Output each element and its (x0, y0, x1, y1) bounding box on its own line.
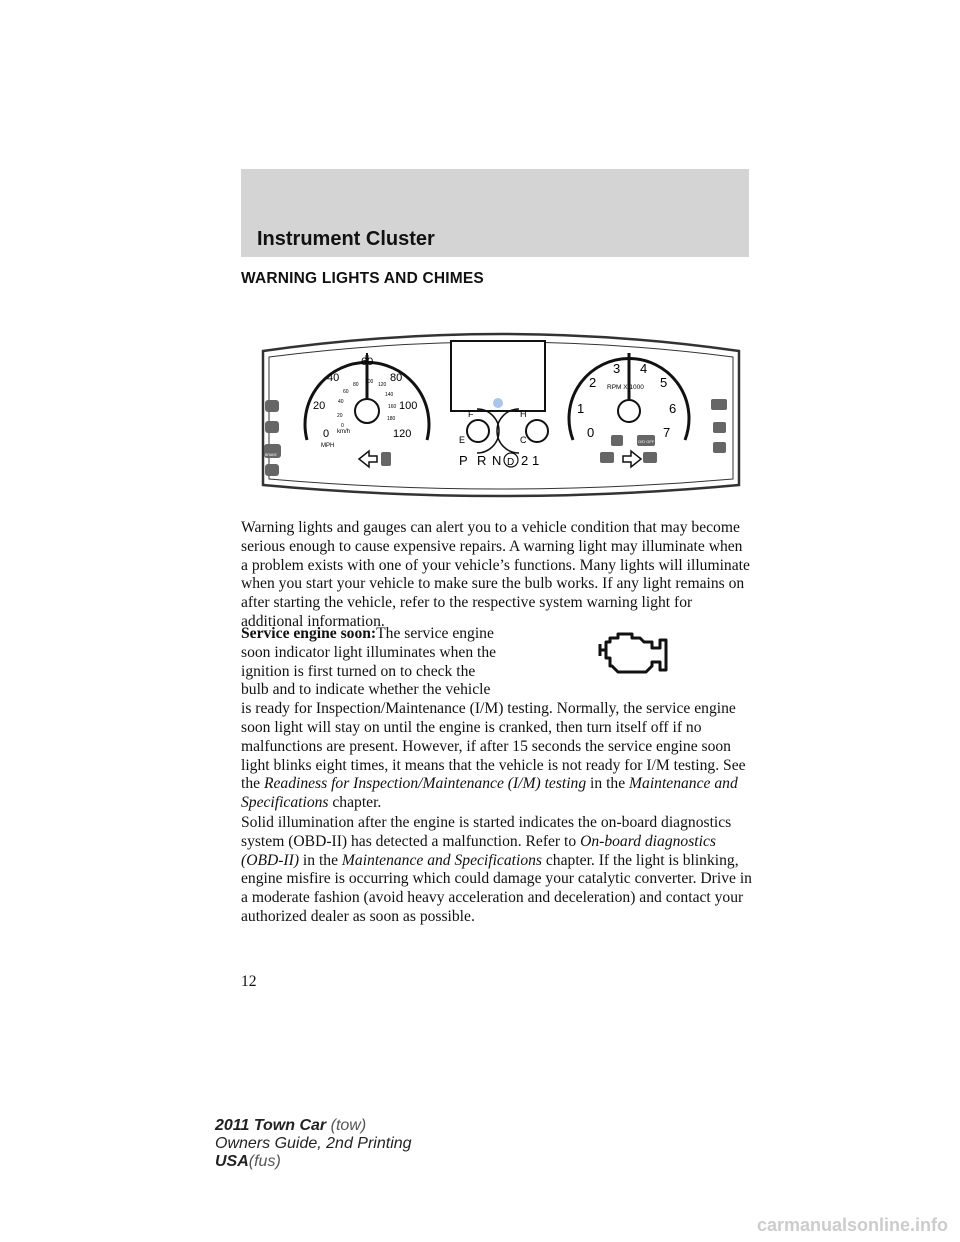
footer-region: USA (215, 1153, 249, 1170)
temp-hot-label: H (520, 409, 527, 419)
airbag-icon (265, 400, 279, 412)
maintenance-chapter-reference-2: Maintenance and Specifications (341, 851, 542, 869)
solid-illumination-paragraph (241, 814, 753, 927)
temp-cold-label: C (520, 435, 527, 445)
right-warning-icons (711, 399, 727, 453)
tach-2: 2 (589, 375, 597, 390)
page-number: 12 (241, 973, 257, 990)
tach-3: 3 (613, 361, 621, 376)
service-engine-text-b: in the (586, 775, 630, 793)
seatbelt-icon (265, 421, 279, 433)
intro-paragraph (241, 519, 753, 632)
speedo-kmh-180: 180 (387, 416, 396, 422)
service-engine-paragraph (241, 625, 753, 813)
speedo-mph-40: 40 (327, 372, 340, 384)
chapter-title: Instrument Cluster (257, 228, 435, 250)
service-engine-term: Service engine soon: (241, 625, 377, 642)
fuel-full-label: F (468, 409, 474, 419)
speedo-kmh-0: 0 (341, 423, 344, 429)
speedo-mph-100: 100 (399, 400, 418, 412)
watermark: carmanualsonline.info (756, 1215, 948, 1235)
footer-model-code: (tow) (330, 1117, 367, 1134)
footer-model: 2011 Town Car (215, 1117, 327, 1134)
fuel-empty-label: E (459, 435, 466, 445)
service-engine-text-a: The service engine soon indicator light illuminates when the ignition is first turned on to check the bulb and to indicate whether the vehicle is ready for Inspection/Maintenance (I/M) testing. Normally, the service engine soon light will stay on until the engine is cranked, then turn itself off if no malfunctions are present. However, if after 15 seconds the service engine soon light blinks eight times, it means that the vehicle is not ready for I/M testing. See the (241, 625, 746, 793)
gear-n: N (492, 453, 502, 468)
solid-illumination-text-a: Solid illumination after the engine is started indicates the on-board diagnostics system (OBD-II) has detected a malfunction. Refer to (241, 814, 732, 850)
tach-6: 6 (669, 401, 677, 416)
tire-pressure-icon (643, 452, 657, 463)
document-footer (215, 1117, 412, 1171)
gear-p: P (459, 453, 468, 468)
im-testing-reference: Readiness for Inspection/Maintenance (I/M) testing (263, 775, 587, 793)
gear-d: D (507, 457, 515, 468)
speedo-kmh-160: 160 (388, 404, 397, 410)
speedo-kmh-40: 40 (338, 399, 344, 405)
footer-region-code: (fus) (248, 1153, 281, 1170)
gear-r: R (477, 453, 487, 468)
speedo-kmh-20: 20 (337, 413, 343, 419)
obd-reference: On-board diagnostics (OBD-II) (241, 832, 716, 869)
solid-illumination-text-b: in the (299, 851, 342, 869)
gear-1: 1 (532, 453, 540, 468)
maintenance-chapter-reference: Maintenance and Specifications (241, 775, 738, 812)
brake-icon-label: BRAKE (265, 453, 277, 457)
speedo-kmh-100: 100 (365, 379, 374, 385)
speedo-kmh-140: 140 (385, 392, 394, 398)
tach-0: 0 (587, 425, 595, 440)
abs-icon (265, 464, 279, 476)
gear-2: 2 (521, 453, 529, 468)
speedo-mph-80: 80 (390, 372, 403, 384)
intro-text: Warning lights and gauges can alert you to a vehicle condition that may become serious enough to cause expensive repairs. A warning light may illuminate when a problem exists with one of your vehicle’s functions. Many lights will illuminate when you start your vehicle to make sure the bulb works. If any light remains on after starting the vehicle, refer to the respective system warning light for additional information. (241, 519, 750, 630)
traction-icon (611, 435, 623, 446)
service-engine-text-c: chapter. (328, 794, 382, 812)
tach-5: 5 (660, 375, 668, 390)
tach-unit-label: RPM X 1000 (607, 384, 644, 391)
instrument-cluster-illustration (255, 325, 747, 500)
section-title: WARNING LIGHTS AND CHIMES (241, 270, 484, 287)
tach-1: 1 (577, 401, 585, 416)
od-off-label: O/D OFF (638, 439, 655, 444)
oil-pressure-icon (711, 399, 727, 410)
tach-7: 7 (663, 425, 671, 440)
speedo-mph-0: 0 (323, 428, 330, 440)
headlamp-icon (600, 452, 614, 463)
tach-4: 4 (640, 361, 648, 376)
speedo-kmh-80: 80 (353, 382, 359, 388)
speedo-mph-label: MPH (321, 443, 335, 449)
solid-illumination-text-c: chapter. If the light is blinking, engine misfire is occurring which could damage your catalytic converter. Drive in a moderate fashion (avoid heavy acceleration and deceleration) and contact your authorized dealer as soon as possible. (241, 851, 752, 925)
speedo-mph-120: 120 (393, 428, 412, 440)
speedo-mph-60: 60 (361, 356, 374, 368)
speedo-kmh-60: 60 (343, 389, 349, 395)
battery-icon (713, 442, 726, 453)
speedo-mph-20: 20 (313, 400, 326, 412)
engine-icon (713, 422, 726, 433)
indicator-light-icon (493, 398, 503, 408)
footer-guide: Owners Guide, 2nd Printing (215, 1135, 412, 1152)
speedo-kmh-label: km/h (337, 429, 351, 435)
speedo-kmh-120: 120 (378, 382, 387, 388)
chapter-header-band (241, 169, 749, 257)
door-ajar-icon (381, 452, 391, 466)
